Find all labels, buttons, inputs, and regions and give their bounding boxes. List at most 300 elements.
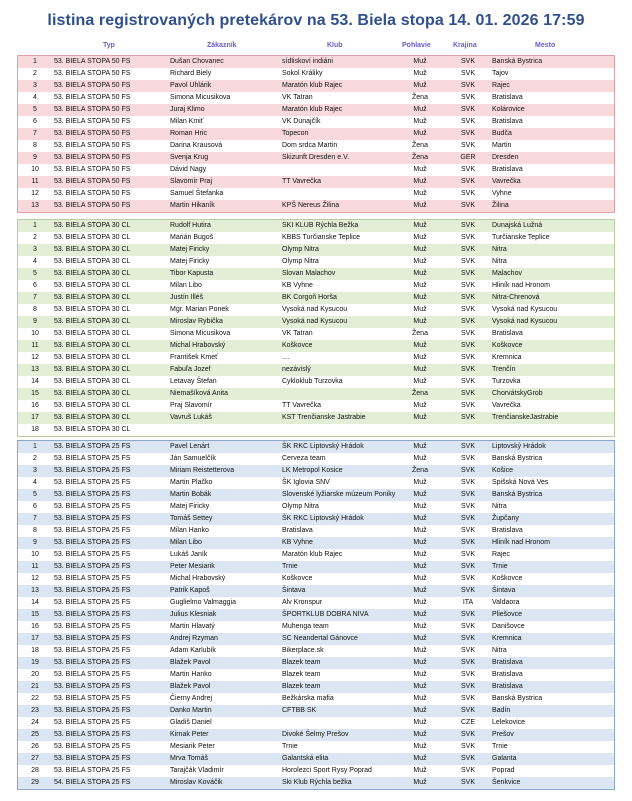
row-club: Koškovce	[282, 575, 313, 582]
header-zakaznik: Zákazník	[207, 42, 237, 49]
row-race: 53. BIELA STOPA 25 FS	[54, 635, 131, 642]
row-gender: Žena	[412, 330, 428, 337]
row-name: Blažek Pavol	[170, 683, 211, 690]
row-country: SVK	[460, 611, 475, 618]
row-name: Mrva Tomáš	[170, 755, 208, 762]
row-name: Letavay Štefan	[170, 378, 217, 385]
row-city: Pliešovce	[492, 611, 522, 618]
row-gender: Muž	[413, 767, 427, 774]
table-row	[18, 56, 614, 68]
row-city: Nitra	[492, 503, 507, 510]
row-city: Bratislava	[492, 659, 523, 666]
row-race: 53. BIELA STOPA 25 FS	[54, 467, 131, 474]
table-row	[18, 525, 614, 537]
row-gender: Muž	[413, 647, 427, 654]
row-country: SVK	[460, 94, 475, 101]
row-race: 53. BIELA STOPA 30 CL	[54, 270, 131, 277]
row-name: Martin Plačko	[170, 479, 213, 486]
row-city: Nitra	[492, 258, 507, 265]
row-number: 11	[31, 342, 39, 349]
row-city: Budča	[492, 130, 512, 137]
row-gender: Muž	[413, 414, 427, 421]
row-gender: Muž	[413, 707, 427, 714]
row-name: Adam Karlubík	[170, 647, 216, 654]
row-number: 29	[31, 779, 39, 786]
row-city: Bratislava	[492, 683, 523, 690]
row-race: 53. BIELA STOPA 50 FS	[54, 202, 131, 209]
row-city: Prešov	[492, 731, 514, 738]
row-country: SVK	[460, 635, 475, 642]
row-country: SVK	[460, 779, 475, 786]
table-row	[18, 729, 614, 741]
row-country: SVK	[460, 306, 475, 313]
row-name: Michal Hrabovský	[170, 575, 226, 582]
row-country: SVK	[460, 527, 475, 534]
row-name: Milan Kmiť	[170, 118, 204, 125]
row-gender: Muž	[413, 366, 427, 373]
row-race: 53. BIELA STOPA 50 FS	[54, 166, 131, 173]
row-race: 53. BIELA STOPA 30 CL	[54, 306, 131, 313]
row-gender: Muž	[413, 342, 427, 349]
row-club: Divoké Šelmy Prešov	[282, 731, 349, 738]
row-number: 19	[31, 659, 39, 666]
row-country: SVK	[460, 82, 475, 89]
row-number: 8	[33, 527, 37, 534]
row-gender: Muž	[413, 779, 427, 786]
row-number: 12	[31, 575, 39, 582]
row-gender: Muž	[413, 190, 427, 197]
row-number: 15	[31, 611, 39, 618]
table-row	[18, 609, 614, 621]
row-name: Darina Krausová	[170, 142, 223, 149]
row-country: SVK	[460, 743, 475, 750]
row-city: Tajov	[492, 70, 509, 77]
row-number: 5	[33, 270, 37, 277]
row-country: SVK	[460, 282, 475, 289]
row-city: Vysoká nad Kysucou	[492, 318, 558, 325]
row-name: Mesiarik Peter	[170, 743, 215, 750]
row-city: Koškovce	[492, 575, 523, 582]
row-gender: Muž	[413, 378, 427, 385]
row-race: 53. BIELA STOPA 25 FS	[54, 671, 131, 678]
row-country: SVK	[460, 695, 475, 702]
row-city: Šenkvice	[492, 779, 521, 786]
row-gender: Muž	[413, 166, 427, 173]
row-club: Slovan Malachov	[282, 270, 336, 277]
table-row	[18, 705, 614, 717]
row-race: 53. BIELA STOPA 30 CL	[54, 318, 131, 325]
row-race: 53. BIELA STOPA 25 FS	[54, 479, 131, 486]
row-race: 53. BIELA STOPA 25 FS	[54, 587, 131, 594]
row-city: Banská Bystrica	[492, 58, 543, 65]
row-country: SVK	[460, 106, 475, 113]
row-club: Maratón klub Rajec	[282, 551, 343, 558]
row-country: SVK	[460, 563, 475, 570]
row-city: Lelekovice	[492, 719, 526, 726]
row-country: SVK	[460, 767, 475, 774]
row-club: SKI KLUB Rýchla Bežka	[282, 222, 359, 229]
row-club: ŠPORTKLUB DOBRA NIVA	[282, 611, 369, 618]
row-gender: Muž	[413, 551, 427, 558]
table-row	[18, 364, 614, 376]
row-number: 7	[33, 515, 37, 522]
row-race: 53. BIELA STOPA 25 FS	[54, 707, 131, 714]
table-row	[18, 176, 614, 188]
row-name: Patrik Kapoš	[170, 587, 210, 594]
table-row	[18, 597, 614, 609]
row-club: BK Corgoň Horša	[282, 294, 337, 301]
row-gender: Muž	[413, 130, 427, 137]
row-country: SVK	[460, 330, 475, 337]
table-row	[18, 128, 614, 140]
row-name: Danko Martin	[170, 707, 212, 714]
row-city: Župčany	[492, 515, 519, 522]
row-club: SC Neandertal Gánovce	[282, 635, 358, 642]
row-race: 53. BIELA STOPA 25 FS	[54, 731, 131, 738]
row-number: 10	[31, 166, 39, 173]
row-country: SVK	[460, 222, 475, 229]
row-country: SVK	[460, 587, 475, 594]
row-club: Blazek team	[282, 659, 321, 666]
row-number: 9	[33, 318, 37, 325]
row-city: Hliník nad Hronom	[492, 539, 550, 546]
row-country: SVK	[460, 378, 475, 385]
row-name: Milan Hanko	[170, 527, 209, 534]
table-row	[18, 68, 614, 80]
row-gender: Žena	[412, 154, 428, 161]
row-gender: Muž	[413, 731, 427, 738]
row-name: František Kmeť	[170, 354, 218, 361]
table-row	[18, 537, 614, 549]
table-row	[18, 765, 614, 777]
row-country: SVK	[460, 70, 475, 77]
row-race: 53. BIELA STOPA 30 CL	[54, 426, 131, 433]
row-number: 1	[33, 443, 37, 450]
row-gender: Muž	[413, 563, 427, 570]
row-city: Trnie	[492, 743, 508, 750]
row-race: 53. BIELA STOPA 25 FS	[54, 647, 131, 654]
row-number: 7	[33, 130, 37, 137]
row-number: 21	[31, 683, 39, 690]
row-number: 4	[33, 258, 37, 265]
table-row	[18, 669, 614, 681]
row-country: SVK	[460, 246, 475, 253]
row-country: SVK	[460, 755, 475, 762]
row-gender: Muž	[413, 695, 427, 702]
row-city: Turzovka	[492, 378, 521, 385]
row-race: 53. BIELA STOPA 25 FS	[54, 683, 131, 690]
header-krajina: Krajina	[453, 42, 477, 49]
row-club: Sokol Králiky	[282, 70, 323, 77]
row-club: Blazek team	[282, 671, 321, 678]
row-gender: Muž	[413, 503, 427, 510]
row-club: Olymp Nitra	[282, 246, 319, 253]
row-race: 53. BIELA STOPA 25 FS	[54, 551, 131, 558]
row-number: 20	[31, 671, 39, 678]
row-gender: Muž	[413, 82, 427, 89]
row-city: Koškovce	[492, 342, 523, 349]
row-gender: Muž	[413, 258, 427, 265]
row-number: 12	[31, 354, 39, 361]
row-city: Kremnica	[492, 354, 522, 361]
row-club: KB Vyhne	[282, 539, 313, 546]
row-number: 2	[33, 455, 37, 462]
row-number: 10	[31, 551, 39, 558]
table-row	[18, 104, 614, 116]
row-city: Spišská Nová Ves	[492, 479, 549, 486]
header-pohlavie: Pohlavie	[402, 42, 431, 49]
row-number: 4	[33, 479, 37, 486]
row-number: 1	[33, 58, 37, 65]
row-gender: Muž	[413, 58, 427, 65]
row-number: 9	[33, 539, 37, 546]
row-number: 6	[33, 503, 37, 510]
row-gender: Muž	[413, 202, 427, 209]
row-gender: Muž	[413, 306, 427, 313]
row-gender: Muž	[413, 402, 427, 409]
row-country: SVK	[460, 190, 475, 197]
row-club: Maratón klub Rajec	[282, 82, 343, 89]
table-row	[18, 501, 614, 513]
row-country: SVK	[460, 270, 475, 277]
row-number: 13	[31, 587, 39, 594]
row-name: Dávid Nagy	[170, 166, 207, 173]
row-gender: Muž	[413, 318, 427, 325]
row-country: SVK	[460, 202, 475, 209]
table-row	[18, 513, 614, 525]
row-race: 53. BIELA STOPA 30 CL	[54, 282, 131, 289]
row-club: Trnie	[282, 743, 298, 750]
table-row	[18, 200, 614, 212]
table-row	[18, 477, 614, 489]
row-number: 23	[31, 707, 39, 714]
row-club: Dom srdca Martin	[282, 142, 338, 149]
row-gender: Muž	[413, 178, 427, 185]
row-race: 53. BIELA STOPA 30 CL	[54, 390, 131, 397]
row-name: Tibor Kapusta	[170, 270, 214, 277]
row-city: Nitra-Chrenová	[492, 294, 540, 301]
row-number: 3	[33, 82, 37, 89]
row-city: Trenčín	[492, 366, 516, 373]
row-number: 3	[33, 246, 37, 253]
row-race: 53. BIELA STOPA 30 CL	[54, 354, 131, 361]
table-row	[18, 573, 614, 585]
table-row	[18, 376, 614, 388]
row-gender: Muž	[413, 354, 427, 361]
row-country: SVK	[460, 707, 475, 714]
row-number: 6	[33, 118, 37, 125]
row-number: 13	[31, 202, 39, 209]
row-name: Peter Mesiarik	[170, 563, 215, 570]
table-row	[18, 400, 614, 412]
row-race: 53. BIELA STOPA 25 FS	[54, 623, 131, 630]
row-race: 53. BIELA STOPA 50 FS	[54, 58, 131, 65]
row-race: 53. BIELA STOPA 25 FS	[54, 659, 131, 666]
table-row	[18, 140, 614, 152]
row-race: 53. BIELA STOPA 25 FS	[54, 767, 131, 774]
row-country: SVK	[460, 575, 475, 582]
table-row	[18, 465, 614, 477]
table-row	[18, 561, 614, 573]
row-number: 17	[31, 414, 39, 421]
row-club: Topecon	[282, 130, 309, 137]
row-number: 2	[33, 234, 37, 241]
row-city: Banská Bystrica	[492, 695, 543, 702]
row-club: Vysoká nad Kysucou	[282, 306, 348, 313]
row-country: SVK	[460, 731, 475, 738]
row-club: Maratón klub Rajec	[282, 106, 343, 113]
row-name: Justín Illéš	[170, 294, 204, 301]
row-country: SVK	[460, 659, 475, 666]
row-club: KPŠ Nereus Žilina	[282, 202, 340, 209]
row-gender: Muž	[413, 70, 427, 77]
row-gender: Muž	[413, 575, 427, 582]
row-club: Bikerplace.sk	[282, 647, 324, 654]
row-city: Vavrečka	[492, 402, 521, 409]
row-club: ŠK Iglovia SNV	[282, 479, 330, 486]
row-club: LK Metropol Kosice	[282, 467, 343, 474]
row-city: Bratislava	[492, 166, 523, 173]
row-race: 53. BIELA STOPA 25 FS	[54, 539, 131, 546]
row-gender: Muž	[413, 443, 427, 450]
row-number: 4	[33, 94, 37, 101]
group-50fs	[17, 55, 615, 213]
row-country: SVK	[460, 166, 475, 173]
row-city: Bratislava	[492, 330, 523, 337]
row-number: 12	[31, 190, 39, 197]
row-race: 53. BIELA STOPA 30 CL	[54, 402, 131, 409]
row-number: 18	[31, 426, 39, 433]
row-country: SVK	[460, 443, 475, 450]
row-name: Matej Firicky	[170, 258, 210, 265]
row-number: 2	[33, 70, 37, 77]
row-number: 1	[33, 222, 37, 229]
row-city: Nitra	[492, 246, 507, 253]
row-gender: Muž	[413, 106, 427, 113]
table-row	[18, 80, 614, 92]
row-name: Simona Micusikova	[170, 94, 231, 101]
row-club: TT Vavrečka	[282, 178, 322, 185]
row-number: 17	[31, 635, 39, 642]
row-race: 53. BIELA STOPA 30 CL	[54, 366, 131, 373]
row-name: Svenja Krug	[170, 154, 209, 161]
row-race: 53. BIELA STOPA 50 FS	[54, 118, 131, 125]
row-city: Valdaora	[492, 599, 520, 606]
row-gender: Žena	[412, 467, 428, 474]
row-city: Martin	[492, 142, 512, 149]
table-row	[18, 164, 614, 176]
row-gender: Muž	[413, 282, 427, 289]
row-number: 7	[33, 294, 37, 301]
row-gender: Muž	[413, 755, 427, 762]
row-name: Blažek Pavol	[170, 659, 211, 666]
row-gender: Muž	[413, 515, 427, 522]
row-gender: Muž	[413, 294, 427, 301]
table-row	[18, 657, 614, 669]
table-row	[18, 352, 614, 364]
row-number: 28	[31, 767, 39, 774]
row-race: 53. BIELA STOPA 25 FS	[54, 491, 131, 498]
row-club: nezávislý	[282, 366, 311, 373]
row-name: Andrej Rzyman	[170, 635, 218, 642]
row-gender: Muž	[413, 118, 427, 125]
row-number: 14	[31, 599, 39, 606]
row-number: 24	[31, 719, 39, 726]
row-name: Miroslav Kováčik	[170, 779, 223, 786]
row-name: Fabuľa Jozef	[170, 366, 211, 373]
row-name: Pavel Lenárt	[170, 443, 210, 450]
row-race: 53. BIELA STOPA 25 FS	[54, 443, 131, 450]
row-club: Muhenga team	[282, 623, 329, 630]
row-club: Vysoká nad Kysucou	[282, 318, 348, 325]
row-name: Milan Libo	[170, 539, 202, 546]
row-race: 53. BIELA STOPA 25 FS	[54, 695, 131, 702]
row-name: Lukáš Janík	[170, 551, 208, 558]
row-club: KBBS Turčianske Teplice	[282, 234, 361, 241]
row-name: Michal Hrabovský	[170, 342, 226, 349]
row-name: Martin Hanko	[170, 671, 212, 678]
row-club: Slovenské lyžiarske múzeum Poniky	[282, 491, 396, 498]
row-number: 6	[33, 282, 37, 289]
table-row	[18, 328, 614, 340]
row-name: Miriam Reistetterova	[170, 467, 235, 474]
row-race: 53. BIELA STOPA 50 FS	[54, 130, 131, 137]
row-country: SVK	[460, 390, 475, 397]
row-club: Bratislava	[282, 527, 313, 534]
row-gender: Muž	[413, 683, 427, 690]
table-row	[18, 268, 614, 280]
row-country: SVK	[460, 118, 475, 125]
row-gender: Muž	[413, 222, 427, 229]
row-name: Martin Bobák	[170, 491, 212, 498]
row-name: Martin Hikaník	[170, 202, 215, 209]
table-row	[18, 741, 614, 753]
row-name: Tomáš Settey	[170, 515, 213, 522]
row-country: SVK	[460, 178, 475, 185]
row-race: 53. BIELA STOPA 30 CL	[54, 378, 131, 385]
row-city: Hliník nad Hronom	[492, 282, 550, 289]
row-club: Alv Kronspur	[282, 599, 323, 606]
row-country: SVK	[460, 503, 475, 510]
row-number: 11	[31, 178, 39, 185]
table-row	[18, 453, 614, 465]
row-race: 53. BIELA STOPA 25 FS	[54, 575, 131, 582]
row-country: SVK	[460, 671, 475, 678]
table-row	[18, 152, 614, 164]
row-number: 18	[31, 647, 39, 654]
table-row	[18, 340, 614, 352]
table-row	[18, 232, 614, 244]
row-name: Roman Hric	[170, 130, 207, 137]
row-city: Malachov	[492, 270, 522, 277]
row-race: 53. BIELA STOPA 50 FS	[54, 178, 131, 185]
table-row	[18, 585, 614, 597]
row-number: 14	[31, 378, 39, 385]
row-name: Matej Firicky	[170, 246, 210, 253]
row-gender: Žena	[412, 390, 428, 397]
row-name: Slavomír Praj	[170, 178, 213, 185]
row-club: ŠK RKC Liptovský Hrádok	[282, 515, 364, 522]
row-gender: Muž	[413, 599, 427, 606]
row-race: 53. BIELA STOPA 25 FS	[54, 719, 131, 726]
column-headers	[0, 42, 632, 54]
row-club: Bežkárska mafia	[282, 695, 334, 702]
row-name: Kirnak Peter	[170, 731, 209, 738]
row-race: 53. BIELA STOPA 25 FS	[54, 527, 131, 534]
row-gender: Muž	[413, 635, 427, 642]
row-number: 8	[33, 142, 37, 149]
row-number: 5	[33, 106, 37, 113]
